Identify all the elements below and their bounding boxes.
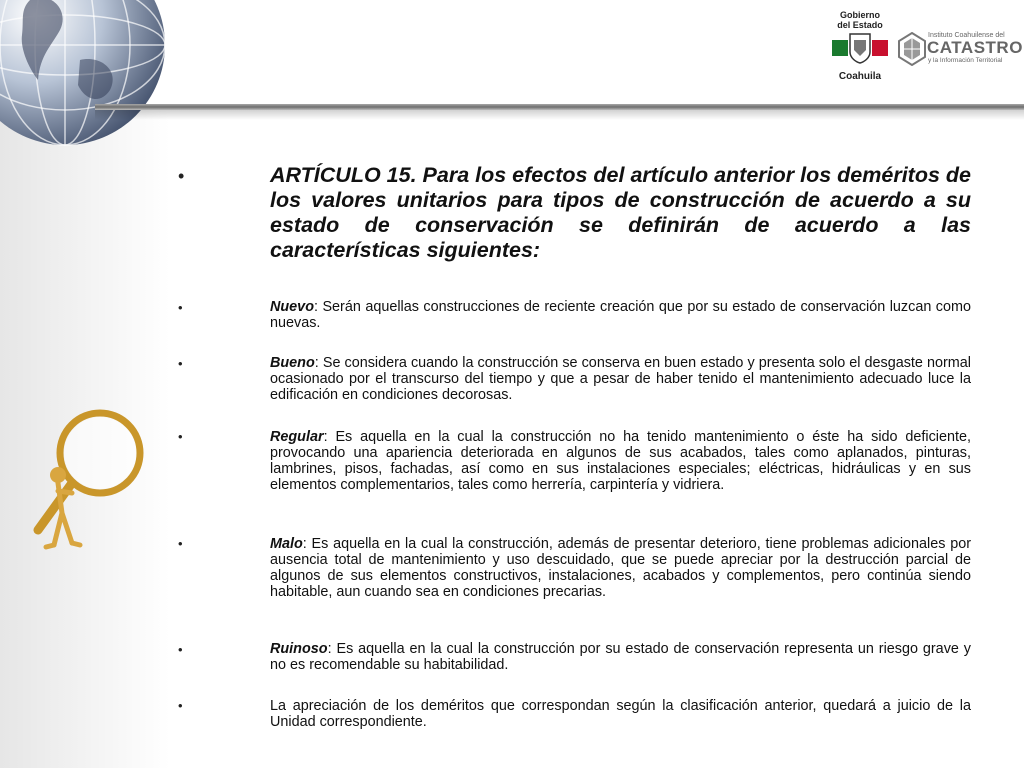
- item-text: : Es aquella en la cual la construcción no ha tenido mantenimiento o éste ha sido deficiente, provocando una apariencia deteriorada en algunos de sus acabados, tales como aplanados, pinturas, lambrines, pisos, fachadas, así como en sus instalaciones especiales; eléctricas, hidráulicas y en sus elementos complementarios, tales como herrería, carpintería y vidriera.: [270, 429, 971, 493]
- bullet-marker: •: [178, 536, 183, 551]
- list-item-nuevo: [270, 299, 971, 331]
- bullet-marker: •: [178, 166, 185, 186]
- list-item-apreciacion: [270, 698, 971, 730]
- bullet-marker: •: [178, 698, 183, 713]
- list-item-regular: [270, 429, 971, 493]
- item-text: : Serán aquellas construcciones de reciente creación que por su estado de conservación luzcan como nuevas.: [270, 299, 971, 331]
- catastro-line2: CATASTRO: [927, 38, 1023, 57]
- list-item-bueno: [270, 355, 971, 403]
- item-text: : Es aquella en la cual la construcción por su estado de conservación representa un riesgo grave y no es recomendable su habitabilidad.: [270, 641, 971, 673]
- catastro-line3: y la Información Territorial: [928, 57, 1003, 64]
- list-item-malo: [270, 536, 971, 600]
- item-term: Malo: [270, 536, 303, 552]
- item-text: La apreciación de los deméritos que correspondan según la clasificación anterior, quedará a juicio de la Unidad correspondiente.: [270, 698, 971, 730]
- item-term: Bueno: [270, 355, 315, 371]
- catastro-line1: Instituto Coahuilense del: [928, 32, 1005, 39]
- gobierno-state-name: Coahuila: [838, 71, 882, 82]
- item-term: Nuevo: [270, 299, 314, 315]
- bullet-marker: •: [178, 642, 183, 657]
- gobierno-line2: del Estado: [837, 20, 883, 30]
- bullet-marker: •: [178, 356, 183, 371]
- bullet-marker: •: [178, 300, 183, 315]
- list-item-ruinoso: [270, 641, 971, 673]
- item-term: Ruinoso: [270, 641, 328, 657]
- bullet-marker: •: [178, 429, 183, 444]
- item-text: : Es aquella en la cual la construcción, además de presentar deterioro, tiene problemas adicionales por ausencia total de mantenimiento y uso descuidado, que se puede apreciar por la destrucción parcial de algunos de sus elementos constructivos, instalaciones, acabados y complementos, pero continúa siendo habitable, aun cuando sea en condiciones precarias.: [270, 536, 971, 600]
- article-title: ARTÍCULO 15. Para los efectos del artículo anterior los deméritos de los valores unitarios para tipos de construcción de acuerdo a su estado de conservación se definirán de acuerdo a las características siguientes:: [270, 163, 971, 262]
- gobierno-line1: Gobierno: [840, 10, 880, 20]
- item-text: : Se considera cuando la construcción se conserva en buen estado y presenta solo el desgaste normal ocasionado por el transcurso del tiempo y que a pesar de haber tenido el mantenimiento adecuado luce la edificación en condiciones decorosas.: [270, 355, 971, 403]
- item-term: Regular: [270, 429, 324, 445]
